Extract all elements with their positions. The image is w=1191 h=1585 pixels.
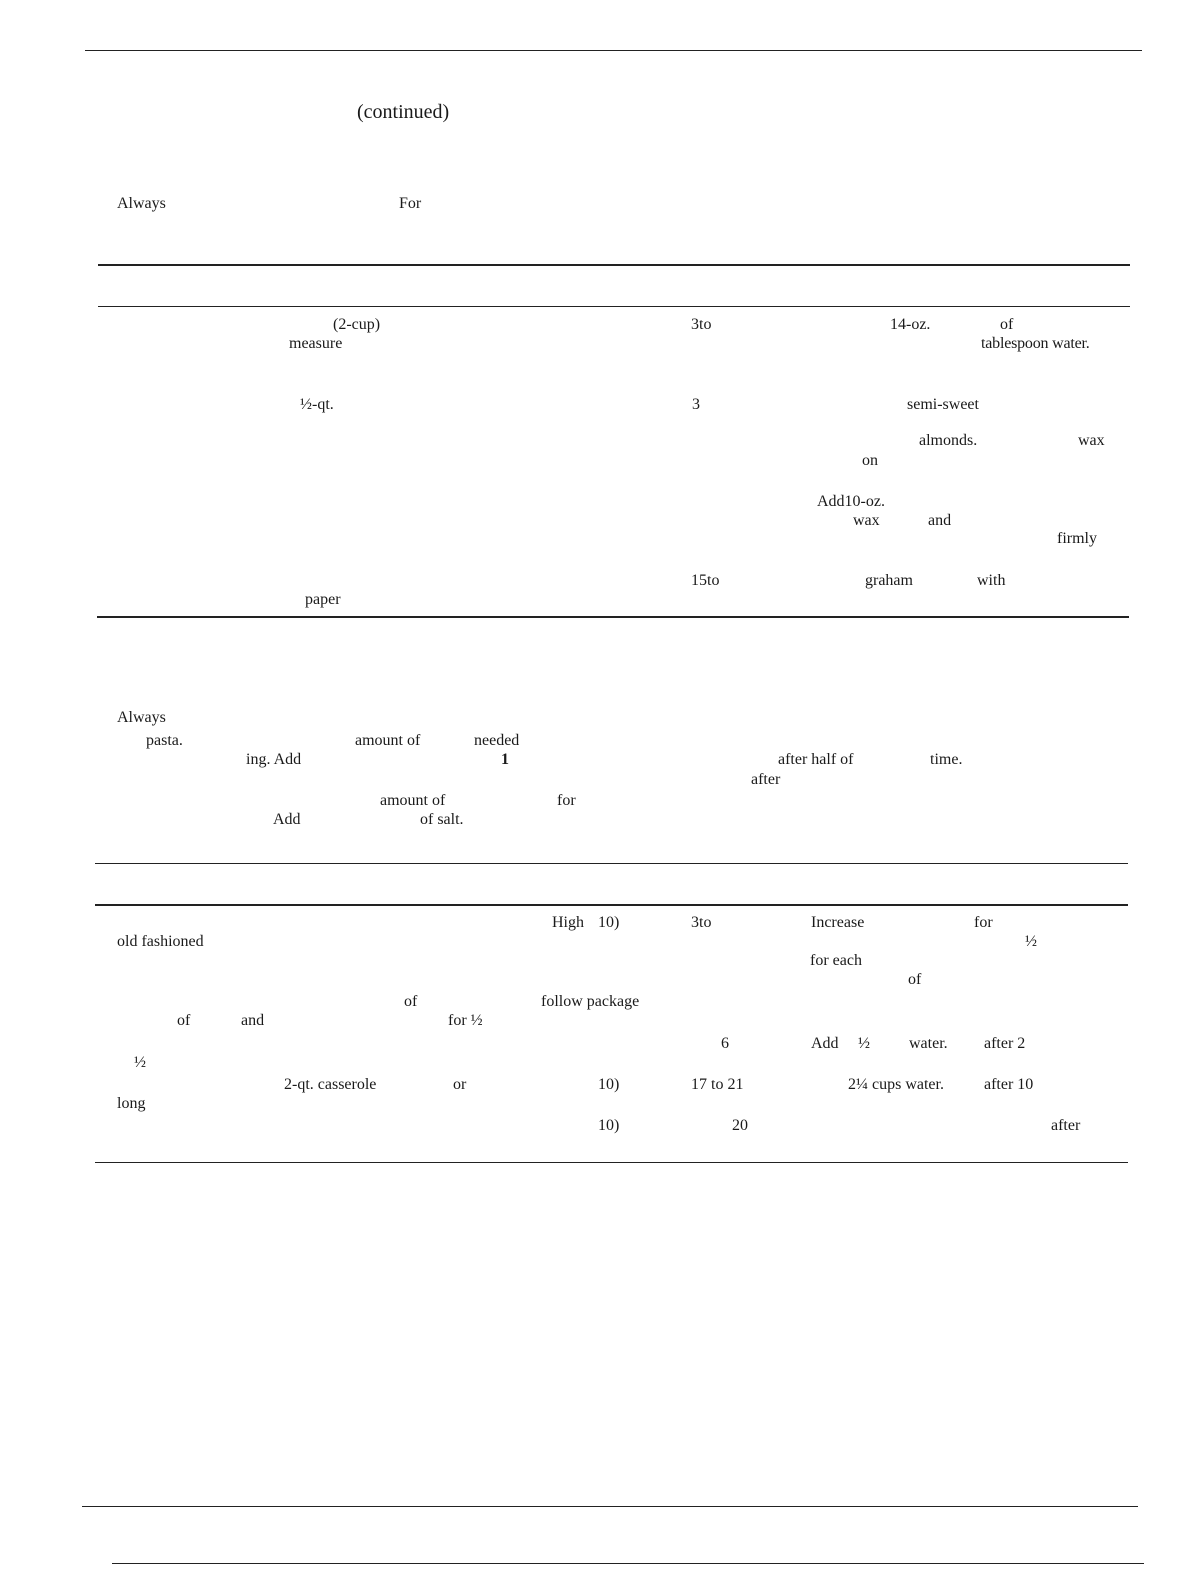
table2-note: for each <box>810 952 862 969</box>
table2-note: ½ <box>1025 933 1037 950</box>
table2-col1: of <box>177 1012 191 1029</box>
intro2-word: needed <box>474 732 520 749</box>
table1-note: almonds. <box>919 432 978 449</box>
table1-note: Add10-oz. <box>817 493 885 510</box>
table2-time: 3to <box>691 914 712 931</box>
table1-note: semi-sweet <box>907 396 979 413</box>
table2-note: after 10 <box>984 1076 1034 1093</box>
table1-note: with <box>977 572 1006 589</box>
table1-bottom-rule <box>97 616 1129 618</box>
table1-cell: measure <box>289 335 343 352</box>
table1-note: graham <box>865 572 913 589</box>
table2-col1: old fashioned <box>117 933 204 950</box>
table1-time: 15to <box>691 572 720 589</box>
intro2-word: 1 <box>501 751 509 768</box>
table2-power: 10) <box>598 914 620 931</box>
table1-cell: (2-cup) <box>333 316 381 333</box>
continued-label: (continued) <box>357 101 450 123</box>
intro2-word: pasta. <box>146 732 183 749</box>
table1-note: and <box>928 512 952 529</box>
table1-note: wax <box>1078 432 1105 449</box>
table1-header-rule <box>98 306 1130 307</box>
table1-time: 3to <box>691 316 712 333</box>
top-rule <box>85 50 1142 51</box>
table1-time: 3 <box>692 396 700 413</box>
table2-power: 10) <box>598 1117 620 1134</box>
table1-top-rule <box>98 264 1130 266</box>
table1-note: wax <box>853 512 880 529</box>
intro2-word: of salt. <box>420 811 464 828</box>
intro1-always: Always <box>117 195 166 212</box>
intro2-word: ing. Add <box>246 751 302 768</box>
intro2-word: Always <box>117 709 166 726</box>
table2-col1: and <box>241 1012 265 1029</box>
table2-note: Add <box>811 1035 839 1052</box>
table1-note: tablespoon water. <box>981 335 1090 352</box>
intro2-word: for <box>557 792 576 809</box>
intro2-word: Add <box>273 811 301 828</box>
table2-time: 20 <box>732 1117 748 1134</box>
table2-note: for <box>974 914 993 931</box>
table1-note: on <box>862 452 878 469</box>
intro1-for: For <box>399 195 422 212</box>
table2-power: 10) <box>598 1076 620 1093</box>
table2-note: Increase <box>811 914 865 931</box>
table2-time: 17 to 21 <box>691 1076 744 1093</box>
table2-note: after 2 <box>984 1035 1026 1052</box>
table2-note: of <box>908 971 922 988</box>
table2-col1: ½ <box>134 1054 146 1071</box>
intro2-word: after half of <box>778 751 854 768</box>
table2-note: after <box>1051 1117 1081 1134</box>
table2-col2: or <box>453 1076 467 1093</box>
table2-col2: 2-qt. casserole <box>284 1076 377 1093</box>
table1-cell: paper <box>305 591 341 608</box>
bottom-rule <box>112 1563 1144 1564</box>
table1-note: of <box>1000 316 1014 333</box>
table2-note: water. <box>909 1035 948 1052</box>
table2-col2: of <box>404 993 418 1010</box>
footer-rule <box>82 1506 1138 1507</box>
table2-col2: for ½ <box>448 1012 483 1029</box>
table1-note: firmly <box>1057 530 1097 547</box>
intro2-word: amount of <box>380 792 446 809</box>
table2-note: ½ <box>858 1035 870 1052</box>
table2-power: High <box>552 914 584 931</box>
table1-cell: ½-qt. <box>300 396 334 413</box>
table1-note: 14-oz. <box>890 316 931 333</box>
intro2-word: after <box>751 771 781 788</box>
table2-power: follow package <box>541 993 640 1010</box>
table2-time: 6 <box>721 1035 729 1052</box>
table2-col1: long <box>117 1095 146 1112</box>
table2-top-rule <box>95 863 1128 864</box>
table2-note: 2¼ cups water. <box>848 1076 944 1093</box>
table2-header-rule <box>95 904 1128 906</box>
intro2-word: amount of <box>355 732 421 749</box>
table2-bottom-rule <box>95 1162 1128 1163</box>
intro2-word: time. <box>930 751 963 768</box>
